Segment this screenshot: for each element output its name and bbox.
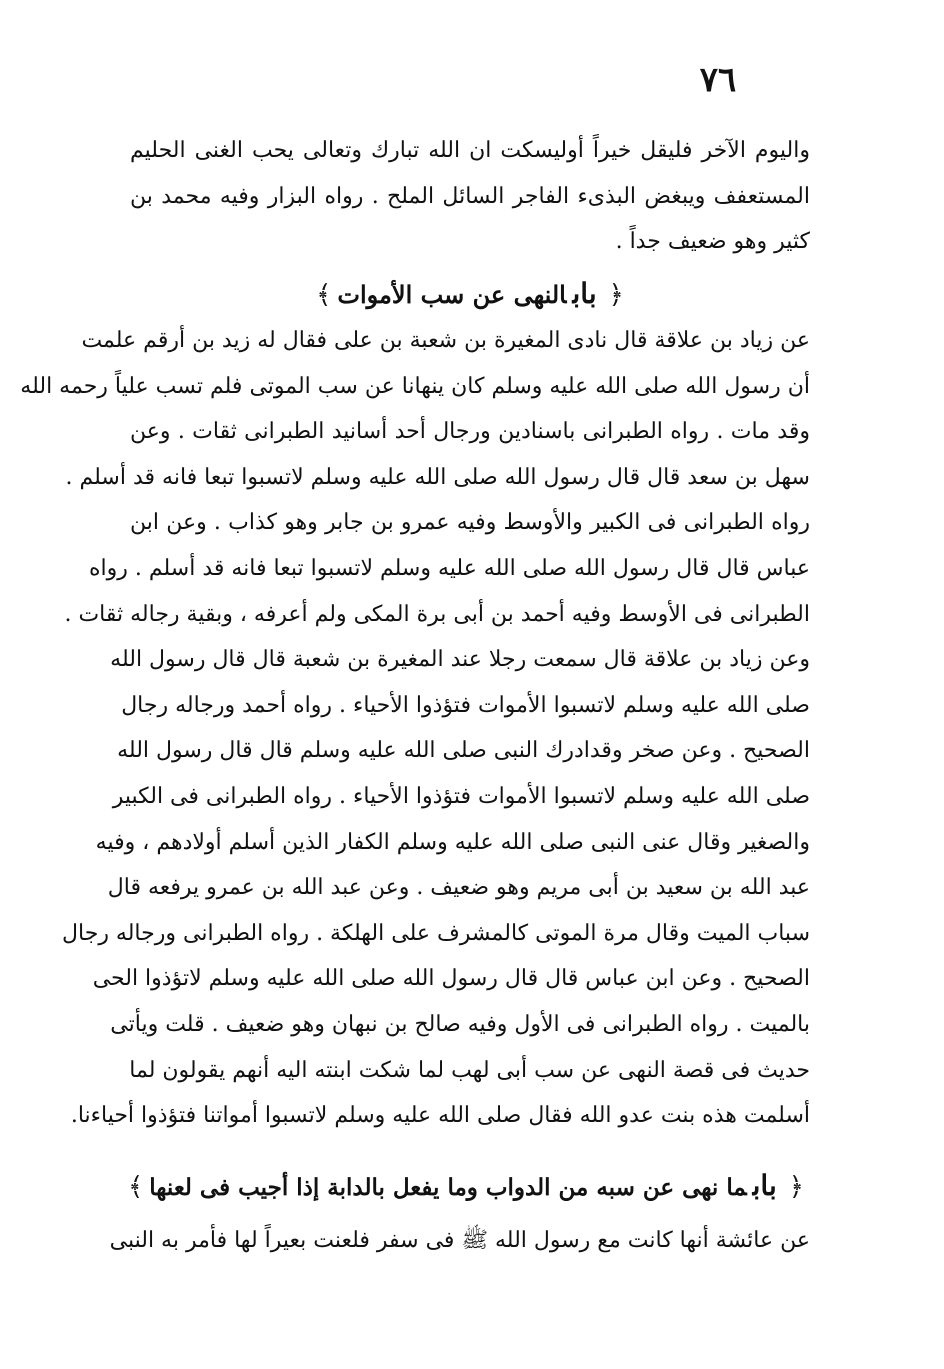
heading-close-bracket: ﴾ xyxy=(128,1172,144,1202)
intro-paragraph xyxy=(130,128,810,265)
text-line: واليوم الآخر فليقل خيراً أوليسكت ان الله تبارك وتعالى يحب الغنى الحليم xyxy=(130,138,810,163)
heading-title: ما نهى عن سبه من الدواب وما يفعل بالدابة إذا أجيب فى لعنها xyxy=(149,1174,747,1201)
text-line: كثير وهو ضعيف جداً . xyxy=(615,229,810,255)
text-line: سباب الميت وقال مرة الموتى كالمشرف على الهلكة . رواه الطبرانى ورجاله رجال xyxy=(62,920,810,946)
section-heading xyxy=(130,272,810,316)
text-line: والصغير وقال عنى النبى صلى الله عليه وسلم الكفار الذين أسلم أولادهم ، وفيه xyxy=(95,829,810,855)
text-line: سهل بن سعد قال قال رسول الله صلى الله عليه وسلم لاتسبوا تبعا فانه قد أسلم . xyxy=(65,464,810,490)
heading-chapter-word: باب xyxy=(572,277,597,310)
text-line: الصحيح . وعن ابن عباس قال قال رسول الله صلى الله عليه وسلم لاتؤذوا الحى xyxy=(92,966,810,992)
text-line: عباس قال قال رسول الله صلى الله عليه وسلم لاتسبوا تبعا فانه قد أسلم . رواه xyxy=(89,555,810,581)
text-line: عن زياد بن علاقة قال نادى المغيرة بن شعبة بن على فقال له زيد بن أرقم علمت xyxy=(81,328,810,353)
body-paragraph xyxy=(20,318,810,1139)
text-line: رواه الطبرانى فى الكبير والأوسط وفيه عمرو بن جابر وهو كذاب . وعن ابن xyxy=(130,510,810,536)
text-line: أسلمت هذه بنت عدو الله فقال صلى الله عليه وسلم لاتسبوا أمواتنا فتؤذوا أحياءنا. xyxy=(70,1103,810,1129)
page-number: ٧٦ xyxy=(699,60,737,100)
text-line: الصحيح . وعن صخر وقدادرك النبى صلى الله عليه وسلم قال قال رسول الله xyxy=(117,738,810,764)
text-line: عبد الله بن سعيد بن أبى مريم وهو ضعيف . وعن عبد الله بن عمرو يرفعه قال xyxy=(107,875,810,901)
heading-open-bracket: ﴿ xyxy=(788,1172,804,1202)
section-heading xyxy=(130,1164,810,1208)
text-line: عن عائشة أنها كانت مع رسول الله ﷺ فى سفر فلعنت بعيراً لها فأمر به النبى xyxy=(109,1228,810,1253)
text-line: حديث فى قصة النهى عن سب أبى لهب لما شكت ابنته اليه أنهم يقولون لما xyxy=(129,1057,810,1083)
text-line: بالميت . رواه الطبرانى فى الأول وفيه صالح بن نبهان وهو ضعيف . قلت ويأتى xyxy=(110,1011,810,1037)
text-line: وعن زياد بن علاقة قال سمعت رجلا عند المغيرة بن شعبة قال قال رسول الله xyxy=(110,647,810,673)
text-line: صلى الله عليه وسلم لاتسبوا الأموات فتؤذوا الأحياء . رواه الطبرانى فى الكبير xyxy=(112,783,810,809)
text-line: أن رسول الله صلى الله عليه وسلم كان ينهانا عن سب الموتى فلم تسب علياً رحمه الله xyxy=(20,373,810,399)
text-line: صلى الله عليه وسلم لاتسبوا الأموات فتؤذوا الأحياء . رواه أحمد ورجاله رجال xyxy=(121,692,810,718)
chapter-paragraph xyxy=(109,1218,810,1264)
heading-chapter-word: باب xyxy=(752,1169,777,1202)
heading-open-bracket: ﴿ xyxy=(608,280,624,310)
heading-title: النهى عن سب الأموات xyxy=(337,280,567,309)
heading-close-bracket: ﴾ xyxy=(316,280,332,310)
text-line: المستعفف ويبغض البذىء الفاجر السائل الملح . رواه البزار وفيه محمد بن xyxy=(130,183,810,209)
text-line: وقد مات . رواه الطبرانى باسنادين ورجال أحد أسانيد الطبرانى ثقات . وعن xyxy=(130,419,810,445)
text-line: الطبرانى فى الأوسط وفيه أحمد بن أبى برة المكى ولم أعرفه ، وبقية رجاله ثقات . xyxy=(64,601,810,627)
